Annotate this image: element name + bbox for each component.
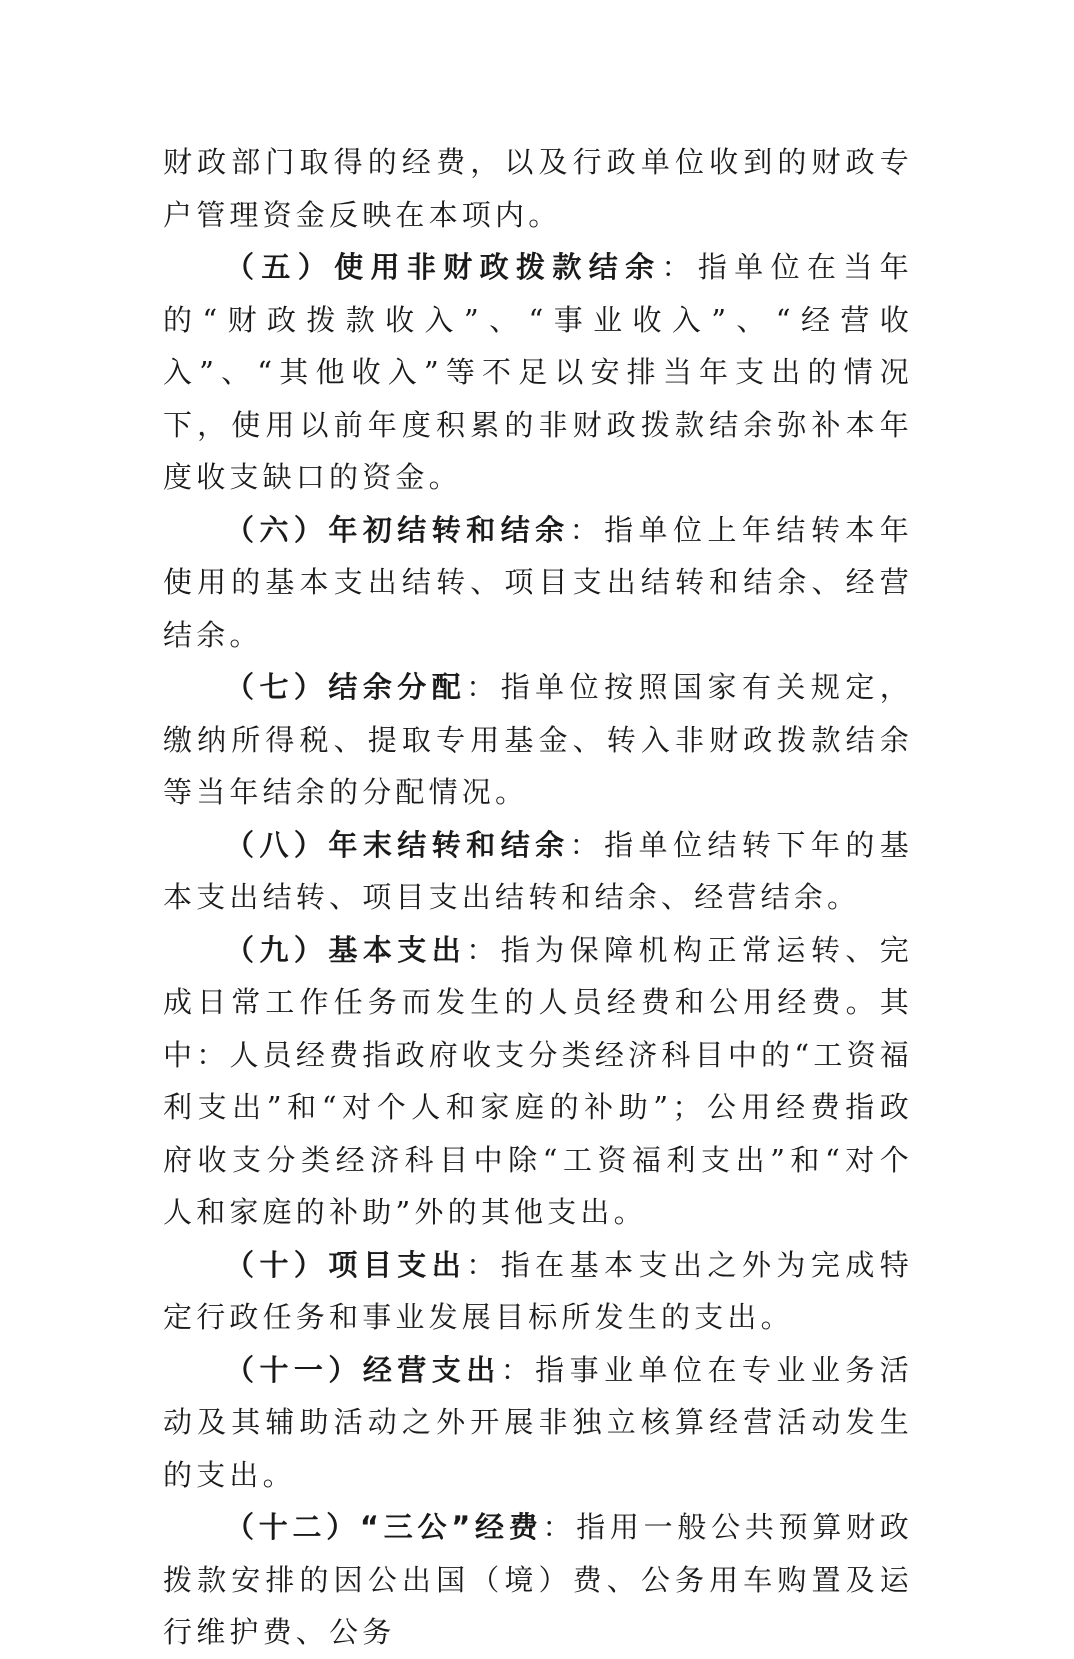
term-heading: （五）使用非财政拨款结余 [225,250,662,284]
paragraph-text: ：指用一般公共预算财政拨款安排的因公出国（境）费、公务用车购置及运行维护费、公务 [163,1510,914,1649]
paragraph-text: ：指为保障机构正常运转、完成日常工作任务而发生的人员经费和公用经费。其中：人员经费指政府收支分类经济科目中的“工资福利支出”和“对个人和家庭的补助”；公用经费指政府收支分类经济科目中除“工资福利支出”和“对个人和家庭的补助”外的其他支出。 [163,932,913,1229]
paragraph-text: 财政部门取得的经费，以及行政单位收到的财政专户管理资金反映在本项内。 [163,145,913,232]
term-heading: （九）基本支出 [225,932,467,967]
paragraph-text: ：指单位在当年的“财政拨款收入”、“事业收入”、“经营收入”、“其他收入”等不足以安排当年支出的情况下，使用以前年度积累的非财政拨款结余弥补本年度收支缺口的资金。 [163,250,913,494]
term-heading: （八）年末结转和结余 [225,827,570,862]
term-heading: （六）年初结转和结余 [225,512,570,547]
paragraph-text: ：指在基本支出之外为完成特定行政任务和事业发展目标所发生的支出。 [163,1247,913,1334]
paragraph-text: ：指单位结转下年的基本支出结转、项目支出结转和结余、经营结余。 [163,827,913,914]
paragraph-item-7 [163,661,913,819]
paragraph-item-11 [163,1344,913,1502]
paragraph-item-10 [163,1239,913,1344]
paragraph-item-5 [163,241,913,504]
paragraph-item-6 [163,504,913,662]
paragraph-text: ：指事业单位在专业业务活动及其辅助活动之外开展非独立核算经营活动发生的支出。 [163,1352,913,1492]
paragraph-intro [163,136,913,241]
paragraph-text: ：指单位按照国家有关规定，缴纳所得税、提取专用基金、转入非财政拨款结余等当年结余的分配情况。 [163,670,913,809]
paragraph-item-12 [163,1501,913,1659]
term-heading: （七）结余分配 [225,670,467,704]
term-heading: （十二）“三公”经费 [225,1510,543,1544]
paragraph-item-8 [163,819,913,924]
term-heading: （十）项目支出 [225,1247,467,1282]
paragraph-text: ：指单位上年结转本年使用的基本支出结转、项目支出结转和结余、经营结余。 [163,512,913,652]
paragraph-item-9 [163,924,913,1239]
document-body [163,136,913,1659]
term-heading: （十一）经营支出 [225,1352,501,1387]
